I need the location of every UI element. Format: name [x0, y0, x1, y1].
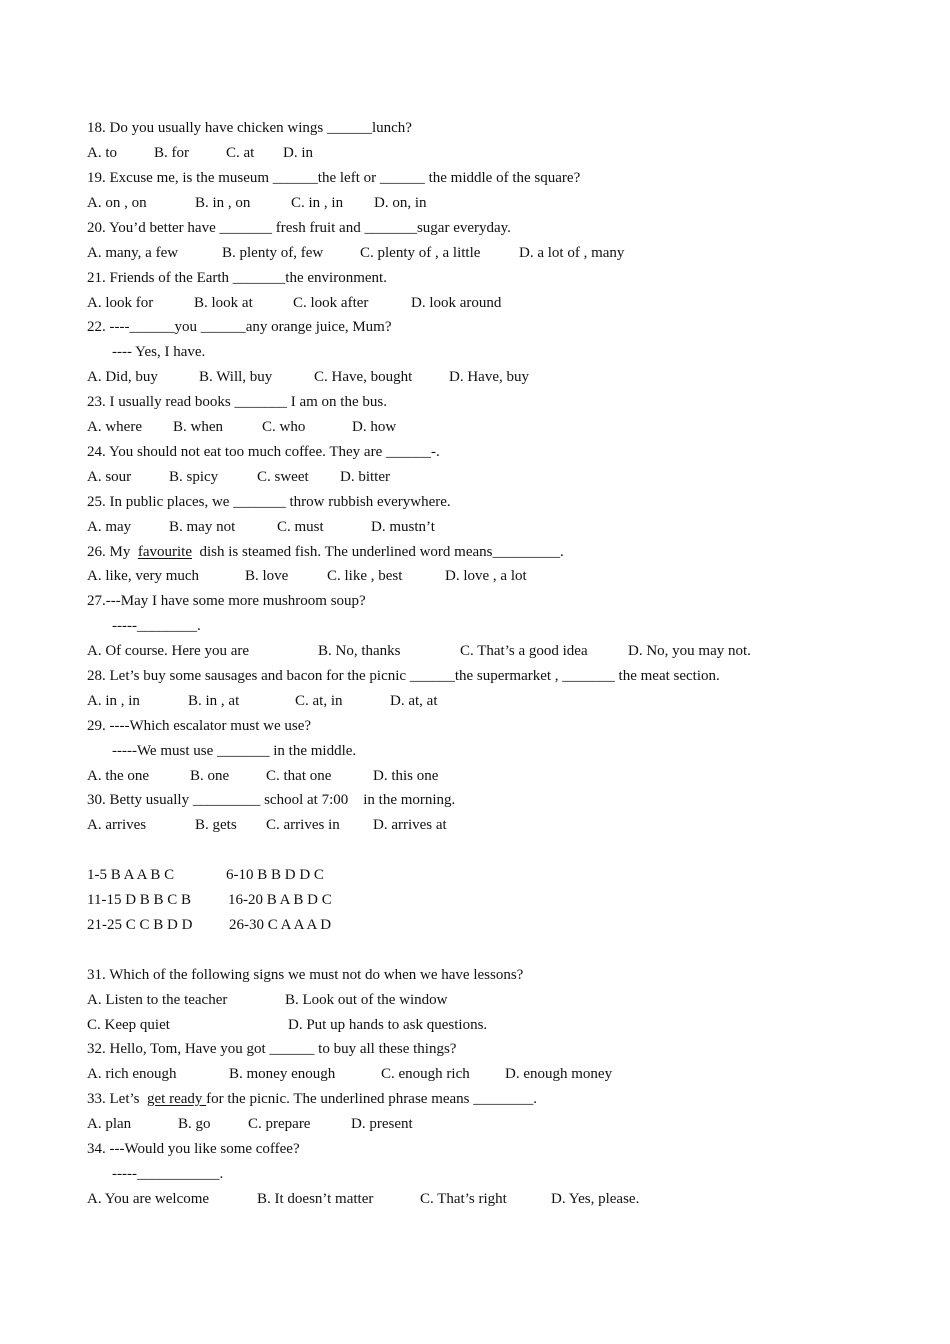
option-b: B. love — [245, 568, 289, 584]
option-c: C. Have, bought — [314, 369, 413, 385]
option-b: B. when — [173, 419, 223, 435]
option-a: A. look for — [87, 295, 154, 311]
option-b: B. go — [178, 1116, 211, 1132]
option-c: C. enough rich — [381, 1066, 470, 1082]
option-b: B. one — [190, 768, 230, 784]
option-d: D. love , a lot — [445, 568, 527, 584]
option-b: B. in , at — [188, 693, 240, 709]
option-d: D. arrives at — [373, 817, 447, 833]
option-d: D. at, at — [390, 693, 438, 709]
option-c: C. sweet — [257, 469, 309, 485]
option-c: C. look after — [293, 295, 369, 311]
option-c: C. arrives in — [266, 817, 340, 833]
stem-text: 26. My — [87, 544, 135, 560]
option-d: D. a lot of , many — [519, 245, 625, 261]
option-b: B. in , on — [195, 195, 251, 211]
question-22: 22. ----______you ______any orange juice, Mum? — [87, 319, 392, 335]
option-d: D. present — [351, 1116, 413, 1132]
option-d: D. enough money — [505, 1066, 613, 1082]
option-a: A. like, very much — [87, 568, 200, 584]
question-25: 25. In public places, we _______ throw rubbish everywhere. — [87, 494, 451, 510]
option-c: C. must — [277, 519, 324, 535]
question-31: 31. Which of the following signs we must not do when we have lessons? — [87, 967, 524, 983]
option-d: D. No, you may not. — [628, 643, 751, 659]
underlined-phrase: get ready — [147, 1091, 207, 1107]
option-a: A. on , on — [87, 195, 147, 211]
option-a: A. sour — [87, 469, 132, 485]
answer-key-row: 16-20 B A B D C — [228, 892, 332, 908]
answer-key-row: 1-5 B A A B C — [87, 867, 175, 883]
question-20: 20. You’d better have _______ fresh fruit and _______sugar everyday. — [87, 220, 511, 236]
option-b: B. money enough — [229, 1066, 336, 1082]
option-b: B. look at — [194, 295, 253, 311]
reply-line: -----___________. — [112, 1166, 224, 1182]
reply-line: -----We must use _______ in the middle. — [112, 743, 357, 759]
option-d: D. on, in — [374, 195, 427, 211]
option-d: D. Put up hands to ask questions. — [288, 1017, 488, 1033]
option-a: A. Did, buy — [87, 369, 158, 385]
option-d: D. Have, buy — [449, 369, 529, 385]
option-d: D. bitter — [340, 469, 390, 485]
option-b: B. spicy — [169, 469, 219, 485]
option-b: B. It doesn’t matter — [257, 1191, 374, 1207]
option-a: A. in , in — [87, 693, 140, 709]
question-19: 19. Excuse me, is the museum ______the left or ______ the middle of the square? — [87, 170, 581, 186]
option-d: D. Yes, please. — [551, 1191, 640, 1207]
question-30: 30. Betty usually _________ school at 7:00 in the morning. — [87, 792, 456, 808]
option-a: A. to — [87, 145, 117, 161]
question-32: 32. Hello, Tom, Have you got ______ to buy all these things? — [87, 1041, 457, 1057]
answer-key-row: 6-10 B B D D C — [226, 867, 324, 883]
answer-key-row: 11-15 D B B C B — [87, 892, 192, 908]
option-c: C. plenty of , a little — [360, 245, 481, 261]
option-b: B. gets — [195, 817, 237, 833]
option-c: C. like , best — [327, 568, 403, 584]
option-d: D. in — [283, 145, 313, 161]
option-b: B. Look out of the window — [285, 992, 448, 1008]
option-a: A. Listen to the teacher — [87, 992, 228, 1008]
question-27: 27.---May I have some more mushroom soup? — [87, 593, 366, 609]
stem-text: dish is steamed fish. The underlined word means_________. — [191, 544, 564, 560]
option-c: C. That’s right — [420, 1191, 507, 1207]
question-33 — [87, 1090, 537, 1108]
underlined-word: favourite — [137, 544, 192, 560]
option-c: C. at, in — [295, 693, 343, 709]
option-b: B. for — [154, 145, 189, 161]
question-18: 18. Do you usually have chicken wings ______lunch? — [87, 120, 412, 136]
answer-key-row: 21-25 C C B D D — [87, 917, 193, 933]
option-b: B. may not — [169, 519, 236, 535]
option-c: C. in , in — [291, 195, 344, 211]
option-a: A. Of course. Here you are — [87, 643, 250, 659]
option-d: D. this one — [373, 768, 439, 784]
answer-key-row: 26-30 C A A A D — [229, 917, 332, 933]
question-21: 21. Friends of the Earth _______the environment. — [87, 270, 387, 286]
question-28: 28. Let’s buy some sausages and bacon for the picnic ______the supermarket , _______ the meat section. — [87, 668, 720, 684]
option-d: D. look around — [411, 295, 502, 311]
option-a: A. plan — [87, 1116, 132, 1132]
option-d: D. how — [352, 419, 397, 435]
stem-text: for the picnic. The underlined phrase means ________. — [206, 1091, 538, 1107]
option-b: B. plenty of, few — [222, 245, 324, 261]
question-26 — [87, 543, 564, 561]
option-c: C. Keep quiet — [87, 1017, 170, 1033]
reply-line: ---- Yes, I have. — [112, 344, 206, 360]
option-c: C. prepare — [248, 1116, 311, 1132]
option-a: A. rich enough — [87, 1066, 177, 1082]
stem-text: 33. Let’s — [87, 1091, 144, 1107]
question-24: 24. You should not eat too much coffee. They are ______-. — [87, 444, 440, 460]
option-b: B. No, thanks — [318, 643, 401, 659]
option-c: C. at — [226, 145, 255, 161]
question-34: 34. ---Would you like some coffee? — [87, 1141, 300, 1157]
option-a: A. where — [87, 419, 142, 435]
option-a: A. the one — [87, 768, 150, 784]
option-c: C. That’s a good idea — [460, 643, 588, 659]
option-c: C. that one — [266, 768, 332, 784]
reply-line: -----________. — [112, 618, 201, 634]
option-d: D. mustn’t — [371, 519, 435, 535]
option-c: C. who — [262, 419, 306, 435]
option-a: A. may — [87, 519, 132, 535]
option-a: A. many, a few — [87, 245, 179, 261]
option-b: B. Will, buy — [199, 369, 273, 385]
option-a: A. arrives — [87, 817, 147, 833]
option-a: A. You are welcome — [87, 1191, 210, 1207]
question-23: 23. I usually read books _______ I am on the bus. — [87, 394, 387, 410]
question-29: 29. ----Which escalator must we use? — [87, 718, 312, 734]
